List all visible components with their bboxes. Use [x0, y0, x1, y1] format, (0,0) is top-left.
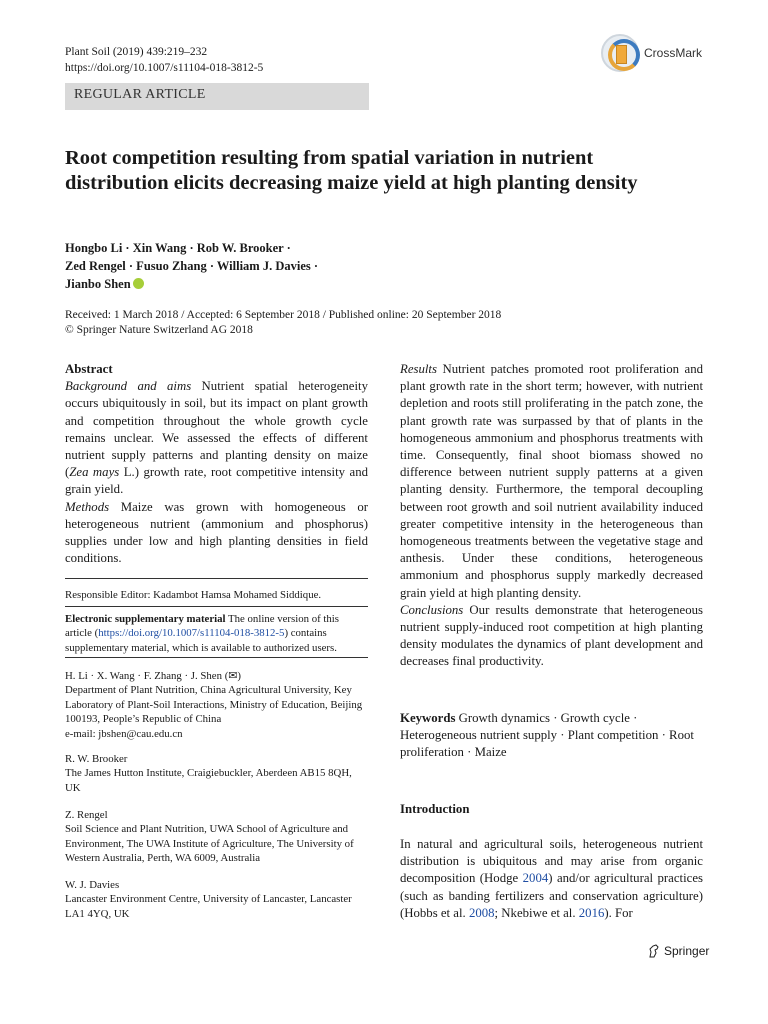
esm-label: Electronic supplementary material [65, 613, 226, 625]
footnote-rule-top [65, 578, 368, 579]
abstract-conclusions [400, 602, 703, 671]
affiliation-3 [65, 808, 368, 866]
affiliation-names: H. Li · X. Wang · F. Zhang · J. Shen (✉) [65, 670, 241, 682]
affiliation-4 [65, 878, 368, 921]
crossmark-badge[interactable] [601, 33, 713, 73]
background-text-2: L.) growth rate, root competitive intensity and grain yield. [65, 465, 368, 497]
authors-line-2: Zed Rengel · Fusuo Zhang · William J. Davies · [65, 259, 319, 273]
results-label: Results [400, 362, 437, 376]
journal-citation: Plant Soil (2019) 439:219–232 [65, 46, 208, 58]
esm-note [65, 612, 368, 655]
affiliation-address: Department of Plant Nutrition, China Agricultural University, Key Laboratory of Plant-Soil Interactions, Ministry of Education, Beijing 100193, People’s Republic of China [65, 684, 363, 726]
methods-label: Methods [65, 499, 110, 514]
left-column [65, 361, 368, 567]
copyright-line: © Springer Nature Switzerland AG 2018 [65, 324, 253, 336]
ref-nkebiwe-2016[interactable]: 2016 [578, 905, 605, 920]
conclusions-label: Conclusions [400, 602, 464, 617]
keywords [400, 710, 703, 762]
species-name: Zea mays [69, 465, 120, 480]
methods-text: Maize was grown with homogeneous or heterogeneous nutrient (ammonium and phosphorus) supplies under low and high planting densities in field conditions. [65, 499, 368, 566]
responsible-editor: Responsible Editor: Kadambot Hamsa Mohamed Siddique. [65, 589, 322, 601]
ref-hodge-2004[interactable]: 2004 [522, 871, 549, 886]
publisher-name: Springer [664, 944, 710, 958]
esm-text-1: The online version of this article ( [65, 613, 339, 640]
journal-meta [65, 44, 263, 76]
affiliation-address: Lancaster Environment Centre, University of Lancaster, Lancaster LA1 4YQ, UK [65, 893, 352, 920]
introduction-paragraph [400, 836, 703, 922]
footnote-rule-mid [65, 606, 368, 607]
footnote-rule-bottom [65, 657, 368, 658]
right-column [400, 361, 703, 671]
springer-horse-icon [648, 944, 660, 958]
publisher-footer [648, 944, 709, 958]
affiliation-address: Soil Science and Plant Nutrition, UWA School of Agriculture and Environment, The UWA Institute of Agriculture, The University of Western Australia, Perth, WA 6009, Australia [65, 823, 354, 865]
keywords-text: Growth dynamics · Growth cycle · Heterogeneous nutrient supply · Plant competition · Root proliferation · Maize [400, 711, 694, 760]
abstract-methods [65, 499, 368, 568]
publication-dates [65, 308, 705, 338]
intro-text-3: ; Nkebiwe et al. [494, 905, 579, 920]
article-title: Root competition resulting from spatial variation in nutrient distribution elicits decreasing maize yield at high planting density [65, 147, 638, 194]
authors-line-1: Hongbo Li · Xin Wang · Rob W. Brooker · [65, 241, 291, 255]
crossmark-label: CrossMark [644, 46, 703, 60]
authors-line-3 [65, 275, 405, 293]
author-last: Jianbo Shen [65, 277, 131, 291]
affiliation-names: Z. Rengel [65, 809, 108, 821]
ref-hobbs-2008[interactable]: 2008 [468, 905, 495, 920]
abstract-background [65, 378, 368, 498]
abstract-results [400, 361, 703, 602]
introduction-heading: Introduction [400, 802, 470, 816]
keywords-label: Keywords [400, 711, 456, 725]
background-text: Nutrient spatial heterogeneity occurs ubiquitously in soil, but its impact on plant growth and competition throughout the whole growth cycle remains unclear. We assessed the effects of different nutrient supply patterns and planting density on maize ( [65, 379, 368, 480]
affiliation-1 [65, 669, 368, 741]
abstract-heading: Abstract [65, 362, 113, 376]
esm-link[interactable]: https://doi.org/10.1007/s11104-018-3812-5 [98, 627, 285, 640]
crossmark-icon [601, 34, 639, 72]
intro-text-1: In natural and agricultural soils, heterogeneous nutrient distribution is ubiquitous and may arise from organic decomposition (Hodge [400, 837, 703, 886]
conclusions-text: Our results demonstrate that heterogeneous nutrient supply-induced root competition at high planting density modulates the dynamics of plant development and decreases final productivity. [400, 602, 703, 669]
background-label: Background and aims [65, 379, 192, 394]
affiliation-names: W. J. Davies [65, 879, 120, 891]
affiliation-email[interactable]: e-mail: jbshen@cau.edu.cn [65, 727, 183, 740]
dates-line: Received: 1 March 2018 / Accepted: 6 September 2018 / Published online: 20 September 2018 [65, 309, 502, 321]
affiliation-2 [65, 752, 368, 795]
author-list [65, 239, 405, 293]
affiliation-names: R. W. Brooker [65, 753, 128, 765]
intro-text-4: ). For [604, 905, 633, 920]
journal-doi[interactable]: https://doi.org/10.1007/s11104-018-3812-5 [65, 62, 264, 74]
intro-text-2: ) and/or agricultural practices (such as banding fertilizers and conservation agriculture) (Hobbs et al. [400, 871, 703, 920]
results-text: Nutrient patches promoted root proliferation and plant growth rate in the short term; however, with nutrient depletion and roots still proliferating in the patch zone, the plant growth rate was surpassed by that of plants in the homogeneous ammonium and phosphorus treatments with time. Consequently, final shoot biomass showed no difference between nutrient supply patterns at a given planting density. Furthermore, the temporal decoupling between root growth and soil nutrient availability induced greater competitive intensity in the heterogeneous than homogeneous treatments between the vegetative stage and anthesis. Under these conditions, heterogeneous ammonium and phosphorus supply markedly decreased grain yield at high planting density. [400, 362, 703, 600]
esm-text-2: ) contains supplementary material, which is available to authorized users. [65, 627, 337, 654]
affiliation-address: The James Hutton Institute, Craigiebuckler, Aberdeen AB15 8QH, UK [65, 767, 352, 794]
article-type-banner: REGULAR ARTICLE [65, 83, 369, 110]
orcid-icon[interactable] [133, 278, 144, 289]
